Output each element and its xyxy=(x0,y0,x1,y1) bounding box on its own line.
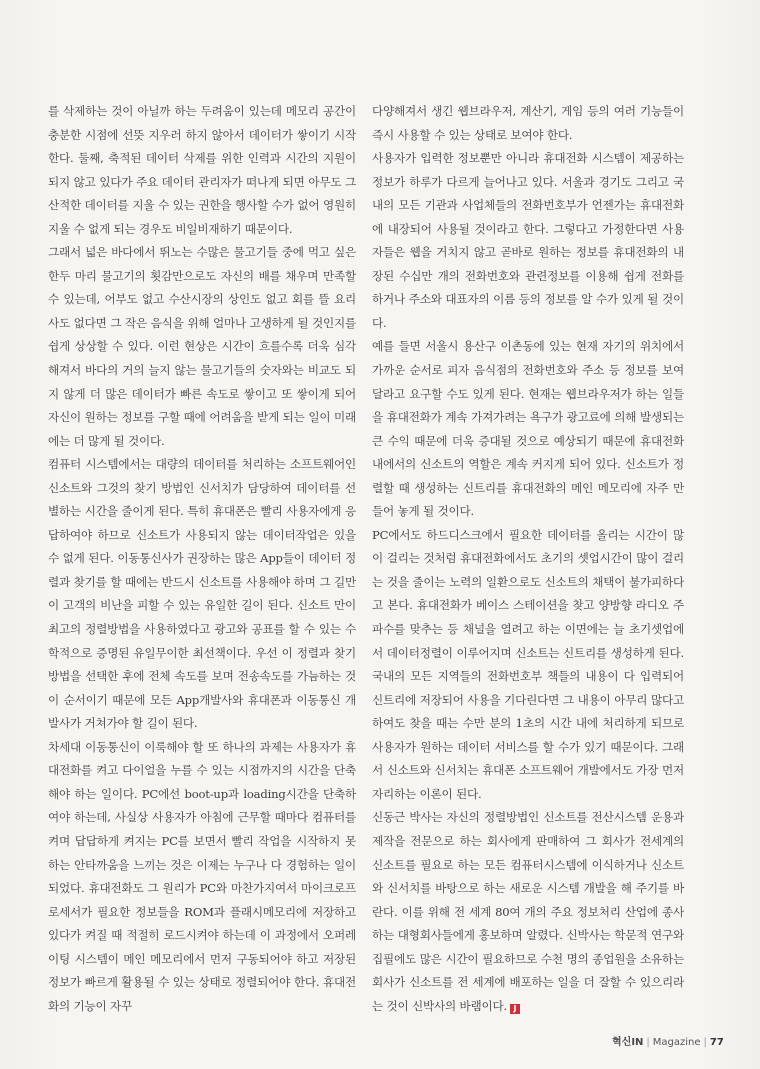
paragraph: 다양해져서 생긴 웹브라우저, 계산기, 게임 등의 여러 기능들이 즉시 사용할 수 있는 상태로 보여야 한다. xyxy=(372,104,684,142)
magazine-brand: 혁신IN xyxy=(612,1037,644,1048)
paragraph-last xyxy=(372,806,684,1018)
paragraph: PC에서도 하드디스크에서 필요한 데이터를 올리는 시간이 많이 걸리는 것처럼 휴대전화에서도 초기의 셋업시간이 많이 걸리는 것을 줄이는 노력의 일환으로도 신소트의 채택이 불가피하다고 본다. 휴대전화가 베이스 스테이션을 찾고 양방향 라디오 주파수를 맞추는 등 채널을 열려고 하는 이면에는 늘 초기셋업에서 데이터정렬이 이루어지며 신소트는 신트리를 생성하게 된다. 국내의 모든 지역들의 전화번호부 책들의 내용이 다 입력되어 신트리에 저장되어 사용을 기다린다면 그 내용이 아무리 많다고 하여도 찾을 때는 수만 분의 1초의 시간 내에 처리하게 되므로 사용자가 원하는 데이터 서비스를 할 수가 있기 때문이다. 그래서 신소트와 신서치는 휴대폰 소프트웨어 개발에서도 가장 먼저 자리하는 이론이 된다. xyxy=(372,527,684,801)
right-column xyxy=(372,100,684,1018)
paragraph: 사용자가 입력한 정보뿐만 아니라 휴대전화 시스템이 제공하는 정보가 하루가 다르게 늘어나고 있다. 서울과 경기도 그리고 국내의 모든 기관과 사업체들의 전화번호부가 언젠가는 휴대전화에 내장되어 사용될 것이라고 한다. 그렇다고 가정한다면 사용자들은 웹을 거치지 않고 곧바로 원하는 정보를 휴대전화의 내장된 수십만 개의 전화번호와 관련정보를 이용해 쉽게 전화를 하거나 주소와 대표자의 이름 등의 정보를 알 수가 있게 될 것이다. xyxy=(372,151,684,330)
footer-separator: | xyxy=(703,1037,707,1048)
paragraph-text: 신동근 박사는 자신의 정렬방법인 신소트를 전산시스템 운용과 제작을 전문으로 하는 회사에게 판매하여 그 회사가 전세계의 신소트를 필요로 하는 모든 컴퓨터시스템에 이식하거나 신소트와 신서치를 바탕으로 하는 새로운 시스템 개발을 해 주기를 바란다. 이를 위해 전 세계 80여 개의 주요 정보처리 산업에 종사하는 대형회사들에게 홍보하며 알렸다. 신박사는 학문적 연구와 집필에도 많은 시간이 필요하므로 수천 명의 종업원을 소유하는 회사가 신소트를 전 세계에 배포하는 일을 더 잘할 수 있으리라는 것이 신박사의 바램이다. xyxy=(372,810,684,1013)
article-end-mark-icon: J xyxy=(510,1004,520,1014)
page-number: 77 xyxy=(709,1037,724,1048)
paragraph: 컴퓨터 시스템에서는 대량의 데이터를 처리하는 소프트웨어인 신소트와 그것의 찾기 방법인 신서치가 담당하여 데이터를 선별하는 시간을 줄이게 된다. 특히 휴대폰은 빨리 사용자에게 응답하여야 하므로 신소트가 사용되지 않는 데이터작업은 있을 수 없게 된다. 이동통신사가 권장하는 많은 App들이 데이터 정렬과 찾기를 할 때에는 반드시 신소트를 사용해야 하며 그 길만이 고객의 비난을 피할 수 있는 유일한 길이 된다. 신소트 만이 최고의 정렬방법을 사용하였다고 광고와 공표를 할 수 있는 수학적으로 증명된 유일무이한 최선책이다. 우선 이 정렬과 찾기 방법을 선택한 후에 전체 속도를 보며 전송속도를 가늠하는 것이 순서이기 때문에 모든 App개발사와 휴대폰과 이동통신 개발사가 거쳐가야 할 길이 된다. xyxy=(48,457,356,731)
page-footer xyxy=(612,1033,724,1048)
paragraph: 차세대 이동통신이 이룩해야 할 또 하나의 과제는 사용자가 휴대전화를 켜고 다이얼을 누를 수 있는 시점까지의 시간을 단축해야 하는 일이다. PC에선 boot-up과 loading시간을 단축하여야 하는데, 사실상 사용자가 아침에 근무할 때마다 컴퓨터를 켜며 답답하게 켜지는 PC를 보면서 빨리 작업을 시작하지 못하는 안타까움을 느끼는 것은 이제는 누구나 다 경험하는 일이 되었다. 휴대전화도 그 원리가 PC와 마찬가지여서 마이크로프로세서가 필요한 정보들을 ROM과 플래시메모리에 저장하고 있다가 켜질 때 적절히 로드시켜야 하는데 이 과정에서 오퍼레이팅 시스템이 메인 메모리에서 먼저 구동되어야 하고 저장된 정보가 빠르게 활용될 수 있는 상태로 정렬되어야 한다. 휴대전화의 기능이 자꾸 xyxy=(48,739,356,1013)
left-column xyxy=(48,100,356,1018)
magazine-section: Magazine xyxy=(652,1037,701,1048)
paragraph: 예를 들면 서울시 용산구 이촌동에 있는 현재 자기의 위치에서 가까운 순서로 피자 음식점의 전화번호와 주소 등 정보를 보여 달라고 요구할 수도 있게 된다. 현재는 웹브라우저가 하는 일들을 휴대전화가 계속 가져가려는 욕구가 광고료에 의해 발생되는 큰 수익 때문에 더욱 증대될 것으로 예상되기 때문에 휴대전화 내에서의 신소트의 역할은 계속 커지게 되어 있다. 신소트가 정렬할 때 생성하는 신트리를 휴대전화의 메인 메모리에 자주 만들어 놓게 될 것이다. xyxy=(372,339,684,519)
paragraph: 그래서 넓은 바다에서 뛰노는 수많은 물고기들 중에 먹고 싶은 한두 마리 물고기의 횟감만으로도 자신의 배를 채우며 만족할 수 있는데, 어부도 없고 수산시장의 상인도 없고 회를 뜰 요리사도 없다면 그 작은 음식을 위해 얼마나 고생하게 될 것인지를 쉽게 상상할 수 있다. 이런 현상은 시간이 흐를수록 더욱 심각해져서 바다의 거의 늘지 않는 물고기들의 숫자와는 비교도 되지 않게 더 많은 데이터가 빠른 속도로 쌓이고 또 쌓이게 되어 자신이 원하는 정보를 구할 때에 어려움을 받게 되는 일이 미래에는 더 많게 될 것이다. xyxy=(48,245,356,448)
paragraph: 를 삭제하는 것이 아닐까 하는 두려움이 있는데 메모리 공간이 충분한 시점에 선뜻 지우러 하지 않아서 데이터가 쌓이기 시작한다. 둘째, 축적된 데이터 삭제를 위한 인력과 시간의 지원이 되지 않고 있다가 주요 데이터 관리자가 떠나게 되면 아무도 그 산적한 데이터를 지울 수 있는 권한을 행사할 수가 없어 영원히 지울 수 없게 되는 경우도 비일비재하기 때문이다. xyxy=(48,104,356,236)
footer-separator: | xyxy=(646,1037,650,1048)
